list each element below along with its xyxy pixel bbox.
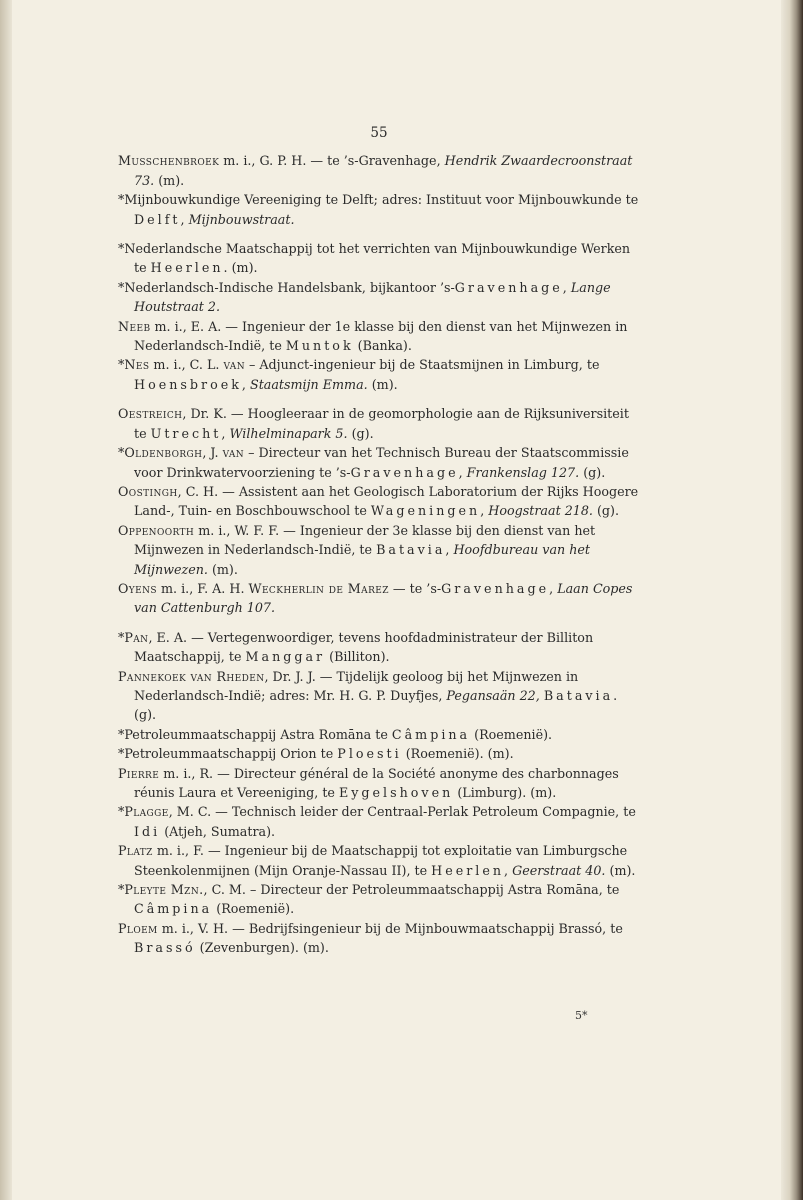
entry-nederlandsche-maatschappij: *Nederlandsche Maatschappij tot het verrichten van Mijnbouwkundige Werken te Heerlen. (m). <box>118 241 631 276</box>
entry-oldenborgh: *Oldenborgh, J. van – Directeur van het Technisch Bureau der Staatscommissie voor Drinkwatervoorziening te ’s-Gravenhage, Frankenslag 127. (g). <box>118 445 629 480</box>
page-content <box>118 124 640 958</box>
entry-ploem: Ploem m. i., V. H. — Bedrijfsingenieur bij de Mijnbouwmaatschappij Brassó, te Brassó (Zevenburgen). (m). <box>118 920 623 956</box>
entry-pierre: Pierre m. i., R. — Directeur général de la Société anonyme des charbonnages réunis Laura et Vereeniging, te Eygelshoven (Limburg). (m). <box>118 765 619 800</box>
entry-pan: *Pan, E. A. — Vertegenwoordiger, tevens hoofdadministrateur der Billiton Maatschappij, te Manggar (Billiton). <box>118 629 594 665</box>
entry-oyens: Oyens m. i., F. A. H. Weckherlin de Marez — te ’s-Gravenhage, Laan Copes van Cattenburgh 107. <box>118 580 633 616</box>
entry-oostingh: Oostingh, C. H. — Assistent aan het Geologisch Laboratorium der Rijks Hoogere Land-, Tuin- en Boschbouwschool te Wageningen, Hoogstraat 218. (g). <box>118 483 639 519</box>
page-edge <box>781 0 803 1200</box>
entry-astra-romana: *Petroleummaatschappij Astra Romāna te Câmpina (Roemenië). <box>118 726 553 742</box>
entry-mijnbouwkundige-vereeniging: *Mijnbouwkundige Vereeniging te Delft; adres: Instituut voor Mijnbouwkunde te Delft, Mijnbouwstraat. <box>118 192 639 227</box>
entry-neeb: Neeb m. i., E. A. — Ingenieur der 1e klasse bij den dienst van het Mijnwezen in Nederlandsch-Indië, te Muntok (Banka). <box>118 318 628 354</box>
page-number: 55 <box>370 125 388 141</box>
entry-plagge: *Plagge, M. C. — Technisch leider der Centraal-Perlak Petroleum Compagnie, te Idi (Atjeh, Sumatra). <box>118 804 636 839</box>
entry-oestreich: Oestreich, Dr. K. — Hoogleeraar in de geomorphologie aan de Rijksuniversiteit te Utrecht, Wilhelminapark 5. (g). <box>118 406 629 441</box>
printer-signature-mark: 5* <box>575 1009 588 1022</box>
entry-handelsbank: *Nederlandsch-Indische Handelsbank, bijkantoor ’s-Gravenhage, Lange Houtstraat 2. <box>118 279 611 315</box>
entry-musschenbroek: Musschenbroek m. i., G. P. H. — te ’s-Gravenhage, Hendrik Zwaardecroonstraat 73. (m). <box>118 153 633 188</box>
entry-nes: *Nes m. i., C. L. van – Adjunct-ingenieur bij de Staatsmijnen in Limburg, te Hoensbroek, Staatsmijn Emma. (m). <box>118 357 600 392</box>
entry-orion: *Petroleummaatschappij Orion te Ploesti (Roemenië). (m). <box>118 746 514 762</box>
entry-oppenoorth: Oppenoorth m. i., W. F. F. — Ingenieur der 3e klasse bij den dienst van het Mijnwezen in Nederlandsch-Indië, te Batavia, Hoofdbureau van het Mijnwezen. (m). <box>118 522 596 577</box>
page-spine <box>0 0 12 1200</box>
entry-pleyte: *Pleyte Mzn., C. M. – Directeur der Petroleummaatschappij Astra Romāna, te Câmpina (Roemenië). <box>118 882 620 917</box>
entry-pannekoek: Pannekoek van Rheden, Dr. J. J. — Tijdelijk geoloog bij het Mijnwezen in Nederlandsch-Indië; adres: Mr. H. G. P. Duyfjes, Pegansaän 22, Batavia. (g). <box>118 668 618 723</box>
entry-platz: Platz m. i., F. — Ingenieur bij de Maatschappij tot exploitatie van Limburgsche Steenkolenmijnen (Mijn Oranje-Nassau II), te Heerlen, Geerstraat 40. (m). <box>118 843 636 878</box>
